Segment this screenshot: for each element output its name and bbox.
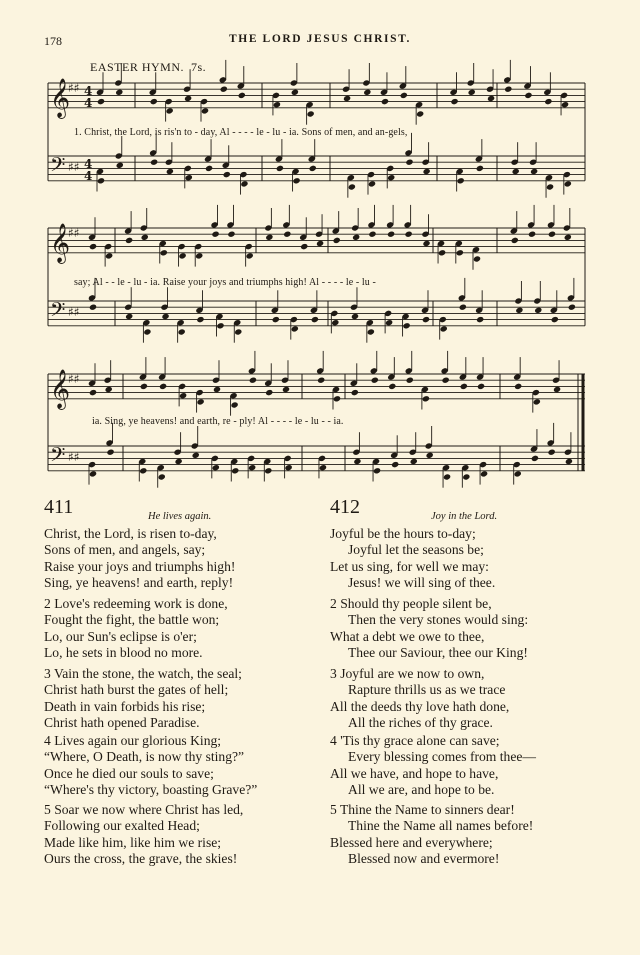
verse-line: 4 'Tis thy grace alone can save; <box>330 733 500 748</box>
verse-line: Raise your joys and triumphs high! <box>44 558 236 574</box>
svg-text:4: 4 <box>84 84 93 98</box>
hymn-subtitle: He lives again. <box>148 511 212 522</box>
verse-line: Every blessing comes from thee— <box>348 749 536 765</box>
stanza-5 <box>330 802 533 867</box>
verse-line: All the riches of thy grace. <box>348 714 493 730</box>
lyrics-system-1: 1. Christ, the Lord, is ris'n to - day, Al - - - - le - lu - ia. Sons of men, and an-gels, <box>74 127 408 138</box>
verse-line: Following our exalted Head; <box>44 818 200 834</box>
verse-line: Jesus! we will sing of thee. <box>348 574 496 590</box>
stanza-4 <box>330 733 536 798</box>
verse-line: Sons of men, and angels, say; <box>44 542 206 558</box>
verse-line: 4 Lives again our glorious King; <box>44 733 222 748</box>
svg-text:♯♯: ♯♯ <box>68 372 80 386</box>
verse-line: Christ, the Lord, is risen to-day, <box>44 526 217 541</box>
svg-text:4: 4 <box>84 96 93 110</box>
verse-line: All we have, and hope to have, <box>330 765 499 781</box>
stanza-1 <box>330 526 495 591</box>
svg-text:𝄢: 𝄢 <box>50 153 66 181</box>
verse-line: Lo, our Sun's eclipse is o'er; <box>44 628 197 644</box>
svg-text:𝄞: 𝄞 <box>50 223 71 263</box>
stanza-3 <box>44 666 242 731</box>
verse-line: 2 Should thy people silent be, <box>330 596 492 611</box>
stanza-5 <box>44 802 243 867</box>
verse-line: Lo, he sets in blood no more. <box>44 644 203 660</box>
stanza-1 <box>44 526 235 591</box>
page-number: 178 <box>44 34 62 48</box>
verse-line: Let us sing, for well we may: <box>330 558 489 574</box>
stanza-2 <box>330 596 528 661</box>
verse-line: Once he died our souls to save; <box>44 765 214 781</box>
verse-line: “Where, O Death, is now thy sting?” <box>44 749 245 765</box>
svg-text:♯♯: ♯♯ <box>68 81 80 95</box>
svg-text:𝄞: 𝄞 <box>50 369 71 409</box>
verse-line: Blessed here and everywhere; <box>330 834 493 850</box>
svg-text:𝄢: 𝄢 <box>50 443 66 471</box>
hymn-subtitle: Joy in the Lord. <box>431 511 498 522</box>
verse-line: Then the very stones would sing: <box>348 612 529 628</box>
verse-line: All we are, and hope to be. <box>348 781 495 797</box>
verse-line: Thine the Name all names before! <box>348 818 534 834</box>
svg-text:𝄢: 𝄢 <box>50 298 66 326</box>
verse-line: Fought the fight, the battle won; <box>44 612 220 628</box>
stanza-2 <box>44 596 228 661</box>
lyrics-system-3: ia. Sing, ye heavens! and earth, re - ply! Al - - - - le - lu - - ia. <box>92 416 344 427</box>
svg-text:4: 4 <box>84 169 93 183</box>
svg-text:♯♯: ♯♯ <box>68 226 80 240</box>
tune-meter: 7s. <box>191 60 207 74</box>
verse-line: Made like him, like him we rise; <box>44 834 222 850</box>
verse-line: 5 Soar we now where Christ has led, <box>44 802 244 817</box>
verse-line: Joyful let the seasons be; <box>348 542 484 558</box>
verse-line: Christ hath burst the gates of hell; <box>44 682 229 698</box>
verse-line: 2 Love's redeeming work is done, <box>44 596 228 611</box>
verse-line: 3 Vain the stone, the watch, the seal; <box>44 666 242 681</box>
verse-line: Sing, ye heavens! and earth, reply! <box>44 574 234 590</box>
verse-line: Rapture thrills us as we trace <box>348 682 506 698</box>
verse-line: 3 Joyful are we now to own, <box>330 666 485 681</box>
hymn-number: 411 <box>44 496 74 518</box>
svg-text:♯♯: ♯♯ <box>68 305 80 319</box>
lyrics-system-2: say; Al - - le - lu - ia. Raise your joys and triumphs high! Al - - - - le - lu - <box>74 277 376 288</box>
stanza-3 <box>330 666 509 731</box>
verse-line: Ours the cross, the grave, the skies! <box>44 850 238 866</box>
verse-line: Blessed now and evermore! <box>348 850 500 866</box>
svg-text:♯♯: ♯♯ <box>68 160 80 174</box>
verse-line: “Where's thy victory, boasting Grave?” <box>44 781 258 797</box>
verse-line: Joyful be the hours to-day; <box>330 526 476 541</box>
stanza-4 <box>44 733 257 798</box>
running-title: THE LORD JESUS CHRIST. <box>229 33 411 45</box>
tune-name: EASTER HYMN. <box>90 60 185 74</box>
verse-line: Death in vain forbids his rise; <box>44 698 206 714</box>
verse-line: All the deeds thy love hath done, <box>330 698 510 714</box>
hymn-number: 412 <box>330 496 360 518</box>
svg-text:4: 4 <box>84 157 93 171</box>
svg-text:𝄞: 𝄞 <box>50 78 71 118</box>
verse-line: What a debt we owe to thee, <box>330 628 485 644</box>
verse-line: 5 Thine the Name to sinners dear! <box>330 802 515 817</box>
verse-line: Christ hath opened Paradise. <box>44 714 200 730</box>
verse-line: Thee our Saviour, thee our King! <box>348 644 528 660</box>
svg-text:♯♯: ♯♯ <box>68 450 80 464</box>
